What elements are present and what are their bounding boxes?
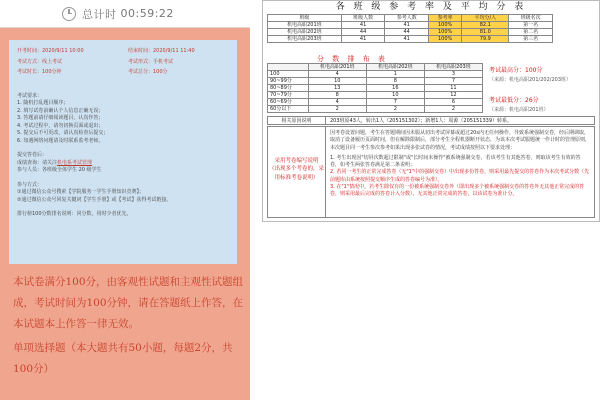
method-label-cell [268,127,326,217]
table-row [268,99,483,106]
method-text-cell [326,127,594,217]
table-cell: 第一名 [509,22,553,29]
table-cell: 10 [308,78,366,85]
table-cell: 100% [429,22,462,29]
timer-value: 00:59:22 [120,7,174,20]
table-cell: 100% [429,36,462,43]
table-row [268,78,483,85]
column-header: 参考人数 [385,15,429,22]
method-paragraph: 2. 若同一考生的正常完成答卷（无"1"中的强制交卷）中出现多份答卷，则采用最先提交的答卷作为本次考试分数（先前题库由系统按照提交顺序生成的答卷编号为准）。 [330,169,590,183]
table-cell: 2 [366,106,424,113]
exam-intro-text: 本试卷满分100分，由客观性试题和主观性试题组成，考试时间为100分钟，请在答题纸上作答，在本试题本上作答一律无效。 [13,276,244,330]
rule-line: 1. 随机打乱题目顺序； [17,100,69,106]
table-cell: 90~99分 [268,78,309,85]
method-sublabel: （出现多个考卷的，采用标准考卷说明） [268,166,324,181]
highest-score-source: （来源：机电高职201/202/203班） [489,77,572,83]
exam-info-item: 考试形式：手机考试 [128,58,174,65]
table-cell: 41 [385,36,429,43]
table-cell: 7 [424,78,482,85]
method-paragraph: 因考卷设置问题，考生在答题期间因未服从切出考试屏幕或超过20s内无任何操作，导致系统强制交卷，经后期调取，取消了设备履历页面时间，但在解除限制后，部分考生全程机器断开状态，为该本次考试服题统一作计时的管理原则，本次题目同一考生参次参考如果出现多张试卷的情况，考试成绩按照以下要求处理： [330,130,591,151]
sheet-title: 各 班 级 参 考 率 及 平 均 分 表 [335,2,527,12]
table-cell: 4 [308,71,366,78]
participants-line: 参与人员：各班级全体学生 20 级学生 [17,167,102,173]
table-cell: 机电高职203班 [268,36,342,43]
rule-line: 4. 考试过程中，请勿切换页面或退出； [17,122,104,129]
score-distribution-table [267,63,483,113]
table-row [268,36,553,43]
table-row [268,29,553,36]
table-cell: 70~79分 [268,92,309,99]
rule-line: 考试要求： [17,92,43,99]
table-cell: 44 [341,29,385,36]
table-row [268,92,483,99]
exam-info-item: 考试总分：100分 [128,69,168,75]
table-cell: 4 [308,99,366,106]
highest-score-label: 考试最高分：100分 [489,67,543,74]
result-query-line [17,160,229,168]
participation-table [267,14,553,43]
table-cell: 79.9 [462,36,509,43]
table-cell: 41 [385,22,429,29]
table-row [268,106,483,113]
table-cell: 60分以下 [268,106,309,113]
table-row [268,85,483,92]
submit-label: 提交答卷后： [17,152,48,158]
exam-info-item: 考试方式：线上考试 [17,58,63,65]
method-description-box [267,126,595,218]
distribution-title: 分 数 排 布 表 [317,55,388,63]
table-cell: 11 [424,85,482,92]
table-cell: 13 [308,85,366,92]
table-cell: 2 [424,106,482,113]
table-cell: 81.0 [462,29,509,36]
table-cell: 80~89分 [268,85,309,92]
column-header: 机电高职203班 [424,64,482,71]
column-header: 机电高职202班 [366,64,424,71]
table-cell: 8 [308,92,366,99]
method-label: 采用考卷编写说明 [274,158,319,164]
remark-label: 相关原因说明 [268,117,326,124]
timer-bar [0,0,250,28]
exam-info-item: 考试时长：100分钟 [17,69,62,75]
section-heading: 单项选择题（本大题共有50小题，每题2分，共100分） [13,342,233,375]
table-cell: 41 [341,22,385,29]
table-cell: 12 [424,92,482,99]
table-cell: 82.1 [462,22,509,29]
column-header: 参考率 [429,15,462,22]
column-header: 班级名次 [509,15,553,22]
result-query-link[interactable]: 机电系考试管理 [57,159,93,166]
rule-line: 5. 提交后不可更改，请认真检查后提交； [17,130,109,136]
clock-icon [62,7,76,21]
lowest-score-source: （来源：机电高职201班） [489,107,549,113]
column-header [268,64,309,71]
table-cell: 100% [429,29,462,36]
table-header-row [268,15,553,22]
table-cell: 10 [366,92,424,99]
exam-phone-screen [0,0,250,400]
column-header: 班级人数 [341,15,385,22]
column-header: 平均分/人 [462,15,509,22]
table-cell: 6 [424,99,482,106]
exam-rules [17,93,229,219]
table-header-row [268,64,483,71]
table-cell: 1 [366,71,424,78]
table-cell: 机电高职201班 [268,22,342,29]
table-cell: 机电高职202班 [268,29,342,36]
table-cell: 2 [308,106,366,113]
remark-text: 203班原43人，转出1人（205151302）；新增1人：周源（205151339）转系。 [330,118,513,124]
column-header: 班级 [268,15,342,22]
ranking-note: 排行榜100分数排名说明：同分数，用时少者优先。 [17,211,132,217]
timer-label: 总计时 [82,7,117,21]
table-cell: 3 [424,71,482,78]
table-cell: 7 [366,99,424,106]
table-cell: 44 [385,29,429,36]
table-cell: 60~69分 [268,99,309,106]
method-paragraph: 3. 在"1"情况中，若考生除仅有的一份被系统强制交卷外（即出现多个被系统强制交卷的答卷外无其他正常完成的答卷，则采用最后完成的答卷计入分数），无其他正常完成的答卷，以该试卷为准计分。 [330,183,585,197]
column-header: 机电高职201班 [308,64,366,71]
rule-line: 2. 填写试卷前确认个人信息正确无误； [17,107,104,114]
rule-line: 3. 答题前请仔细阅读题目，认真作答； [17,115,104,121]
result-query-prefix: 成绩查询：请关注 [17,159,58,166]
table-cell: 第二名 [509,29,553,36]
rule-line: 6. 如遇网络问题请及时联系监考老师。 [17,137,104,144]
step-line: ①通过微信公众号搜索【学院服务一学生手册知识竞赛】； [17,189,144,195]
table-row [268,22,553,29]
table-cell: 第三名 [509,36,553,43]
table-cell: 100 [268,71,309,78]
exam-notice-card [9,40,237,264]
table-cell: 16 [366,85,424,92]
steps-label: 参与方式： [17,181,43,188]
exam-info-item: 结束时间：2020/9/11 11:40 [128,48,195,54]
exam-info-item: 开考时间：2020/9/11 10:00 [17,48,84,54]
remark-row [267,116,595,125]
method-paragraph: 1. 考生出现因"切屏次数超过限制"或"长时间未操作"被系统强制交卷，若该考生有其他答卷，则取该考生有效的答卷，如考生两张答卷满足第二条说明； [330,154,581,168]
table-cell: 41 [341,36,385,43]
table-cell: 8 [366,78,424,85]
lowest-score-label: 考试最低分：26分 [489,97,539,104]
step-line: ②通过微信公众号回复关键词【学生手册】或【考试】获得考试链接。 [17,196,172,203]
exam-info-grid [17,48,229,77]
table-row [268,71,483,78]
score-spreadsheet [262,0,600,222]
